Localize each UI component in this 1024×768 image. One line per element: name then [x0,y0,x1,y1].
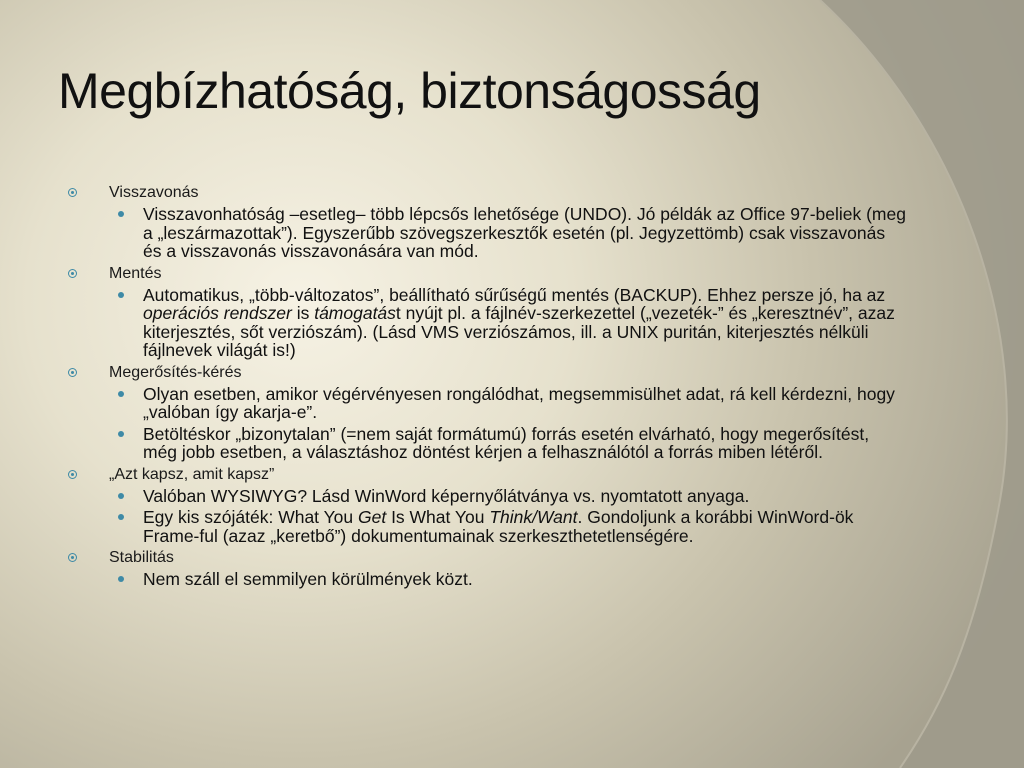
bullet-section [66,183,906,202]
bullet-section [66,548,906,567]
bullet-section [66,465,906,484]
text-run: Nem száll el semmilyen körülmények közt. [143,569,473,589]
italic-text: támogatás [314,303,396,323]
dot-bullet-icon [118,431,124,437]
circle-bullet-icon [68,368,77,377]
text-run: Valóban WYSIWYG? Lásd WinWord képernyőlátványa vs. nyomtatott anyaga. [143,485,750,506]
dot-bullet-icon [118,576,124,582]
sub-bullet-item [66,385,906,422]
italic-text: Think/Want [489,507,578,527]
sub-bullet-item [66,286,906,360]
bullet-section [66,264,906,283]
text-run: Automatikus, „több-változatos”, beállítható sűrűségű mentés (BACKUP). Ehhez persze jó, ha az [143,284,886,305]
slide-title: Megbízhatóság, biztonságosság [58,63,761,119]
dot-bullet-icon [118,493,124,499]
circle-bullet-icon [68,470,77,479]
circle-bullet-icon [68,269,77,278]
section-heading: Mentés [109,264,162,282]
section-heading: Visszavonás [109,184,199,201]
circle-bullet-icon [68,553,77,562]
dot-bullet-icon [118,292,124,298]
dot-bullet-icon [118,514,124,520]
text-run: Egy kis szójáték: What You [143,507,358,527]
section-heading: Stabilitás [109,549,174,566]
bullet-section [66,363,906,382]
slide-content [66,180,906,592]
text-run: Is What You [386,507,490,527]
text-run: t nyújt pl. a fájlnév-szerkezettel („vezeték-” és „keresztnév”, azaz kiterjesztés, sőt verziószám). (Lásd VMS verziószámos, ill. a UNIX puritán, kiterjesztés nélküli fájlnevek világát is!) [143,303,895,360]
sub-bullet-item [66,508,906,545]
sub-bullet-item [66,425,906,462]
sub-bullet-item [66,570,906,589]
section-heading: Megerősítés-kérés [109,363,242,381]
sub-bullet-item [66,487,906,506]
text-run: Betöltéskor „bizonytalan” (=nem saját formátumú) forrás esetén elvárható, hogy megerősítést, még jobb esetben, a választáshoz döntést kérjen a felhasználótól a forrás miben létéről. [143,423,870,462]
italic-text: operációs rendszer [143,303,292,323]
dot-bullet-icon [118,211,124,217]
italic-text: Get [357,507,387,527]
dot-bullet-icon [118,391,124,397]
section-heading: „Azt kapsz, amit kapsz” [109,465,275,483]
text-run: Olyan esetben, amikor végérvényesen rongálódhat, megsemmisülhet adat, rá kell kérdezni, hogy „valóban így akarja-e”. [143,383,895,422]
text-run: . Gondoljunk a korábbi WinWord-ök Frame-ful (azaz „keretbő”) dokumentumainak szerkeszthetetlenségére. [143,507,854,546]
circle-bullet-icon [68,188,77,197]
sub-bullet-item [66,205,906,261]
text-run: is [291,303,315,323]
text-run: Visszavonhatóság –esetleg– több lépcsős lehetősége (UNDO). Jó példák az Office 97-beliek (meg a „leszármazottak”). Egyszerűbb szövegszerkesztők esetén (pl. Jegyzettömb) csak visszavonás és a visszavonás visszavonására van mód. [143,204,906,261]
